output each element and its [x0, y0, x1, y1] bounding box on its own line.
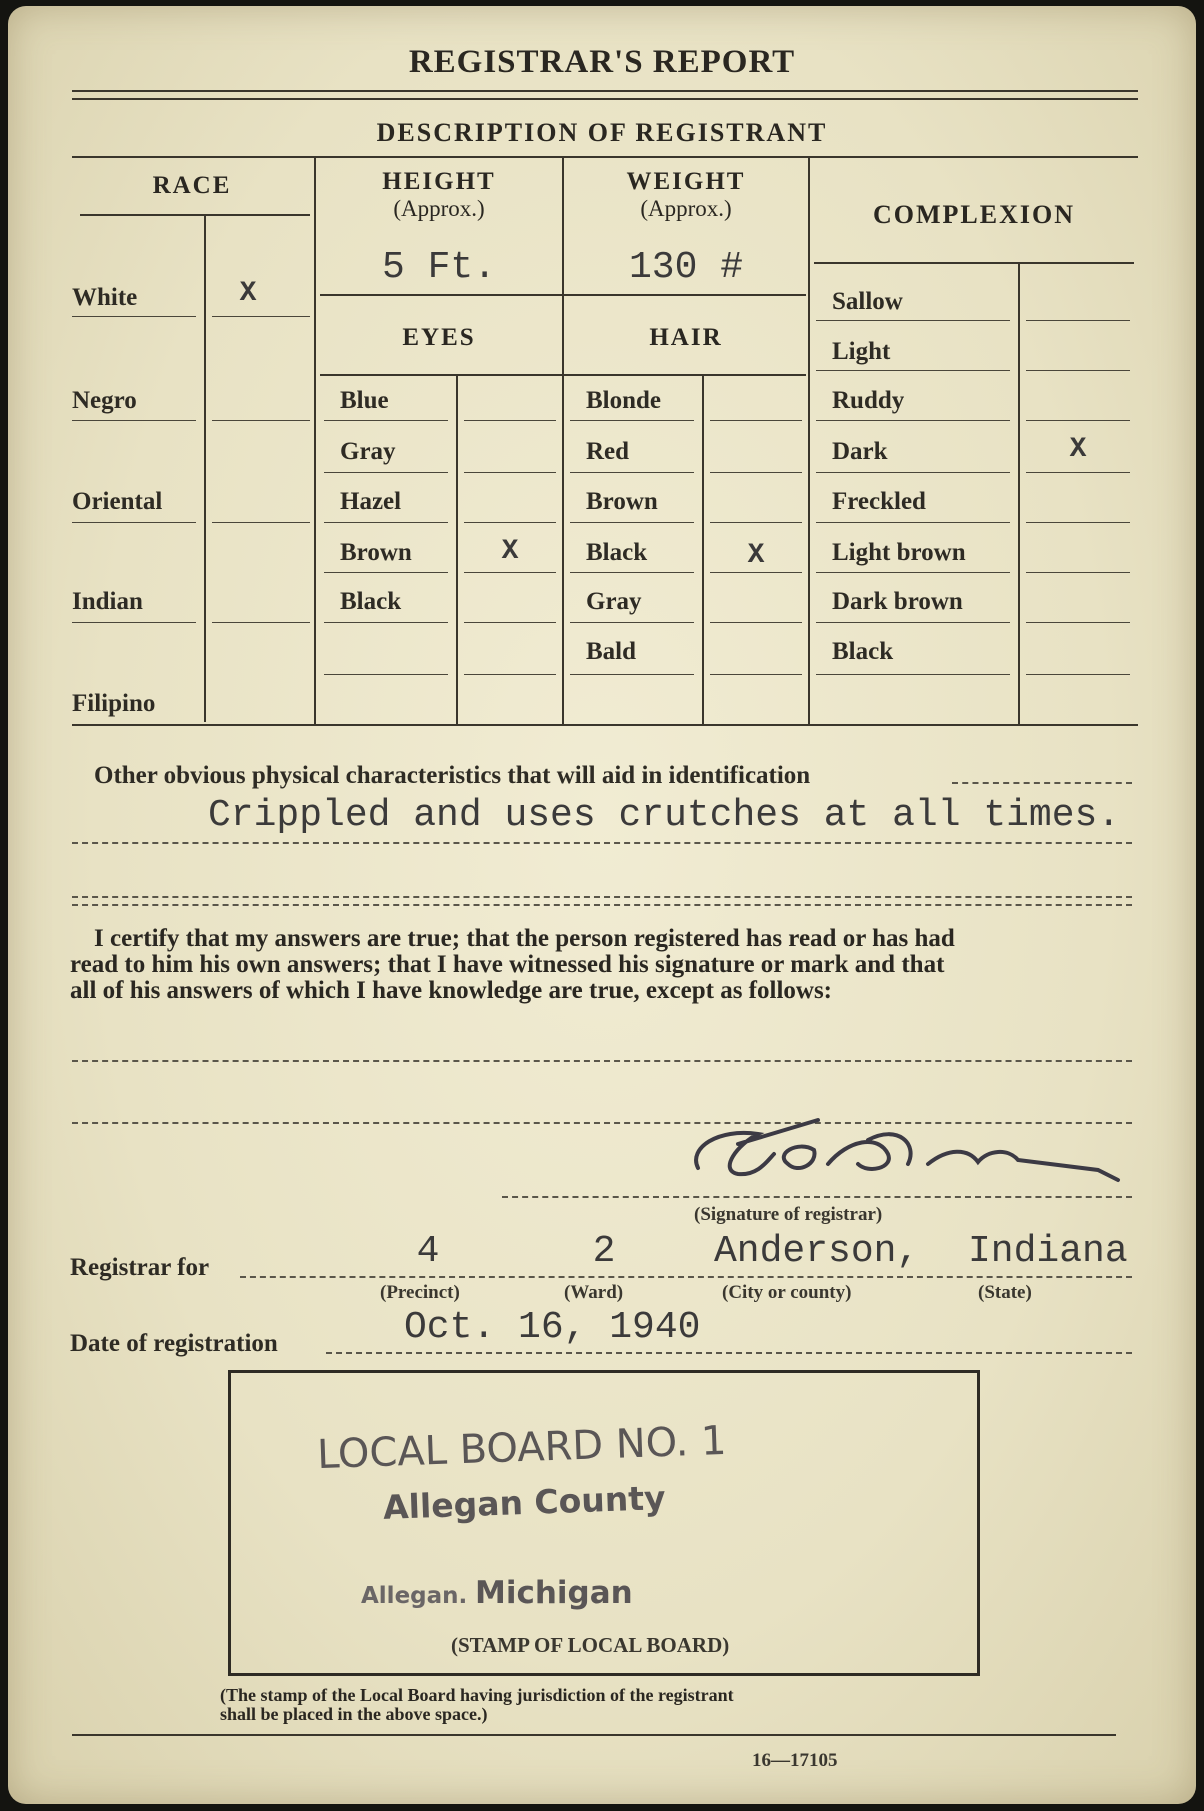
race-oriental: Oriental: [72, 488, 163, 515]
stamp-line-3b: Michigan: [475, 1575, 633, 1611]
height-heading: HEIGHT: [382, 168, 496, 195]
stamp-line-3a: Allegan.: [361, 1583, 468, 1609]
stamp-line-1: LOCAL BOARD NO. 1: [316, 1417, 728, 1479]
weight-heading: WEIGHT: [626, 168, 746, 195]
eyes-brown: Brown: [340, 539, 412, 566]
registration-card: [8, 6, 1196, 1804]
hair-bald: Bald: [586, 638, 637, 665]
complexion-black: Black: [832, 638, 894, 665]
complexion-light: Light: [832, 338, 891, 365]
precinct-value: 4: [416, 1230, 440, 1273]
stamp-caption: (STAMP OF LOCAL BOARD): [451, 1633, 730, 1657]
ward-caption: (Ward): [564, 1282, 624, 1303]
weight-approx: (Approx.): [640, 196, 732, 221]
state-value: Indiana: [968, 1230, 1128, 1273]
certify-line-3: all of his answers of which I have knowledge are true, except as follows:: [70, 977, 832, 1004]
form-number: 16—17105: [752, 1750, 838, 1771]
complexion-ruddy: Ruddy: [832, 387, 905, 414]
city-caption: (City or county): [722, 1282, 852, 1303]
footnote-line-1: (The stamp of the Local Board having jurisdiction of the registrant: [220, 1685, 734, 1705]
eyes-blue: Blue: [340, 387, 389, 414]
complexion-dark: Dark: [832, 438, 888, 465]
certify-line-2: read to him his own answers; that I have witnessed his signature or mark and that: [70, 951, 945, 978]
date-value: Oct. 16, 1940: [404, 1306, 701, 1349]
registrar-signature: [678, 1104, 1138, 1198]
hair-heading: HAIR: [649, 324, 723, 351]
footnote-line-2: shall be placed in the above space.): [220, 1704, 488, 1724]
precinct-caption: (Precinct): [380, 1282, 460, 1303]
race-heading: RACE: [152, 172, 232, 199]
ward-value: 2: [592, 1230, 616, 1273]
height-approx: (Approx.): [393, 196, 485, 221]
state-caption: (State): [978, 1282, 1032, 1303]
form-subtitle: DESCRIPTION OF REGISTRANT: [376, 118, 828, 147]
hair-brown: Brown: [586, 488, 658, 515]
hair-blonde: Blonde: [586, 387, 662, 414]
certify-line-1: I certify that my answers are true; that the person registered has read or has had: [94, 925, 955, 952]
hair-gray: Gray: [586, 588, 642, 615]
hair-black-mark: X: [747, 540, 765, 571]
eyes-gray: Gray: [340, 438, 396, 465]
local-board-stamp-box: [228, 1370, 980, 1676]
registrar-for-label: Registrar for: [70, 1254, 210, 1281]
complexion-light-brown: Light brown: [832, 539, 966, 566]
race-filipino: Filipino: [72, 690, 156, 717]
eyes-brown-mark: X: [501, 536, 519, 567]
date-label: Date of registration: [70, 1330, 278, 1357]
complexion-dark-brown: Dark brown: [832, 588, 963, 615]
eyes-heading: EYES: [402, 324, 476, 351]
form-title: REGISTRAR'S REPORT: [408, 44, 796, 80]
race-negro: Negro: [72, 387, 137, 414]
race-indian: Indian: [72, 588, 143, 615]
eyes-hazel: Hazel: [340, 488, 402, 515]
complexion-heading: COMPLEXION: [873, 200, 1075, 229]
other-characteristics-value: Crippled and uses crutches at all times.: [208, 794, 1121, 837]
city-value: Anderson,: [714, 1230, 920, 1273]
other-characteristics-label: Other obvious physical characteristics that will aid in identification: [94, 762, 811, 789]
race-white-mark: X: [239, 278, 257, 309]
complexion-dark-mark: X: [1069, 434, 1087, 465]
complexion-freckled: Freckled: [832, 488, 926, 515]
stamp-line-2: Allegan County: [382, 1478, 667, 1527]
weight-value: 130 #: [628, 246, 744, 289]
hair-black: Black: [586, 539, 648, 566]
hair-red: Red: [586, 438, 630, 465]
eyes-black: Black: [340, 588, 402, 615]
signature-caption: (Signature of registrar): [694, 1204, 883, 1225]
height-value: 5 Ft.: [381, 246, 497, 289]
race-white: White: [72, 284, 138, 311]
complexion-sallow: Sallow: [832, 288, 903, 315]
